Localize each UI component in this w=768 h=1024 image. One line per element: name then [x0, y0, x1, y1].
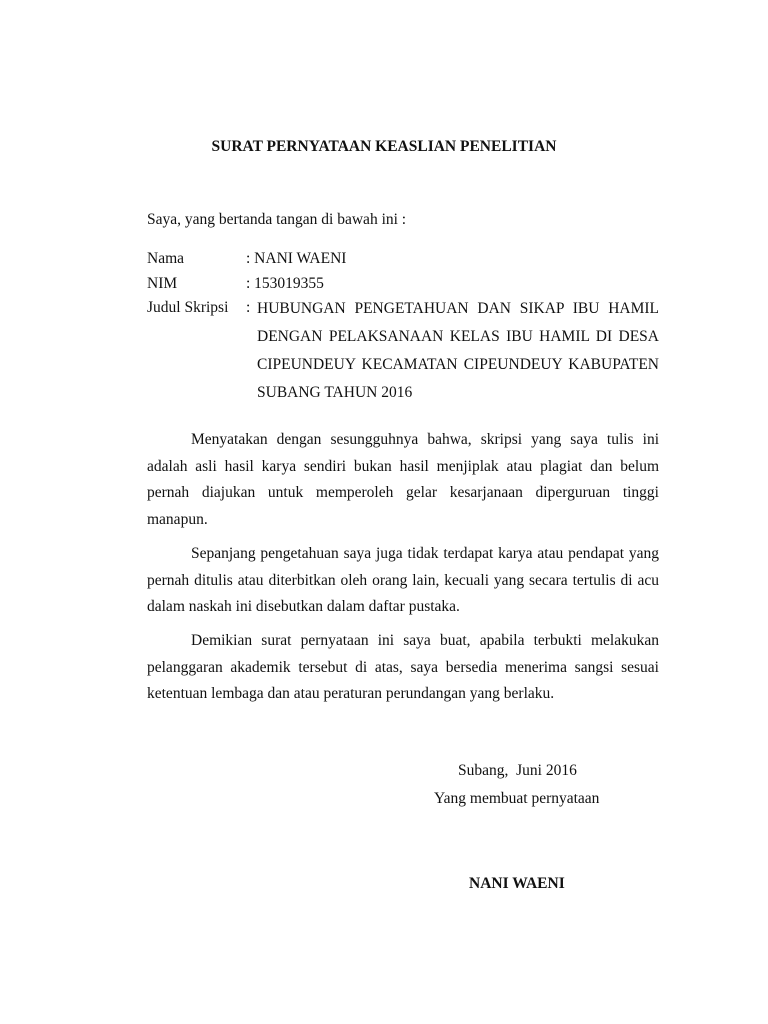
- paragraph-line: Sepanjang pengetahuan saya juga tidak terdapat karya atau pendapat yang: [191, 545, 659, 562]
- paragraph-line: Demikian surat pernyataan ini saya buat, apabila terbukti melakukan: [191, 632, 659, 649]
- thesis-title-line: CIPEUNDEUY KECAMATAN CIPEUNDEUY KABUPATEN: [257, 356, 659, 373]
- paragraph-line: dalam naskah ini disebutkan dalam daftar pustaka.: [147, 598, 460, 615]
- field-nim-label: NIM: [147, 275, 178, 292]
- signature-role: Yang membuat pernyataan: [434, 790, 600, 807]
- paragraph-line: Menyatakan dengan sesungguhnya bahwa, skripsi yang saya tulis ini: [191, 431, 659, 448]
- field-nama-value: : NANI WAENI: [246, 250, 347, 267]
- field-nim-value: : 153019355: [246, 275, 324, 292]
- paragraph-3: [147, 631, 659, 711]
- paragraph-2: [147, 544, 659, 624]
- paragraph-line: pelanggaran akademik tersebut di atas, saya bersedia menerima sangsi sesuai: [147, 658, 659, 676]
- signature-name: NANI WAENI: [469, 875, 565, 892]
- paragraph-line: ketentuan lembaga dan atau peraturan perundangan yang berlaku.: [147, 685, 555, 702]
- field-nama-label: Nama: [147, 250, 185, 267]
- thesis-title-line: DENGAN PELAKSANAAN KELAS IBU HAMIL DI DESA: [257, 328, 659, 345]
- paragraph-line: manapun.: [147, 510, 208, 528]
- intro-text: Saya, yang bertanda tangan di bawah ini :: [147, 211, 407, 228]
- paragraph-line: adalah asli hasil karya sendiri bukan hasil menjiplak atau plagiat dan belum: [147, 457, 659, 475]
- field-judul-label: Judul Skripsi: [147, 299, 229, 316]
- paragraph-1: [147, 430, 659, 536]
- page-title: SURAT PERNYATAAN KEASLIAN PENELITIAN: [211, 138, 557, 155]
- signature-place-date: Subang, Juni 2016: [458, 762, 577, 779]
- paragraph-line: pernah diajukan untuk memperoleh gelar kesarjanaan diperguruan tinggi: [147, 484, 659, 501]
- thesis-title-line: SUBANG TAHUN 2016: [257, 384, 413, 401]
- paragraph-line: pernah ditulis atau diterbitkan oleh orang lain, kecuali yang secara tertulis di acu: [147, 571, 659, 589]
- thesis-title: [257, 299, 659, 411]
- field-judul-colon: :: [246, 299, 251, 316]
- thesis-title-line: HUBUNGAN PENGETAHUAN DAN SIKAP IBU HAMIL: [257, 300, 659, 317]
